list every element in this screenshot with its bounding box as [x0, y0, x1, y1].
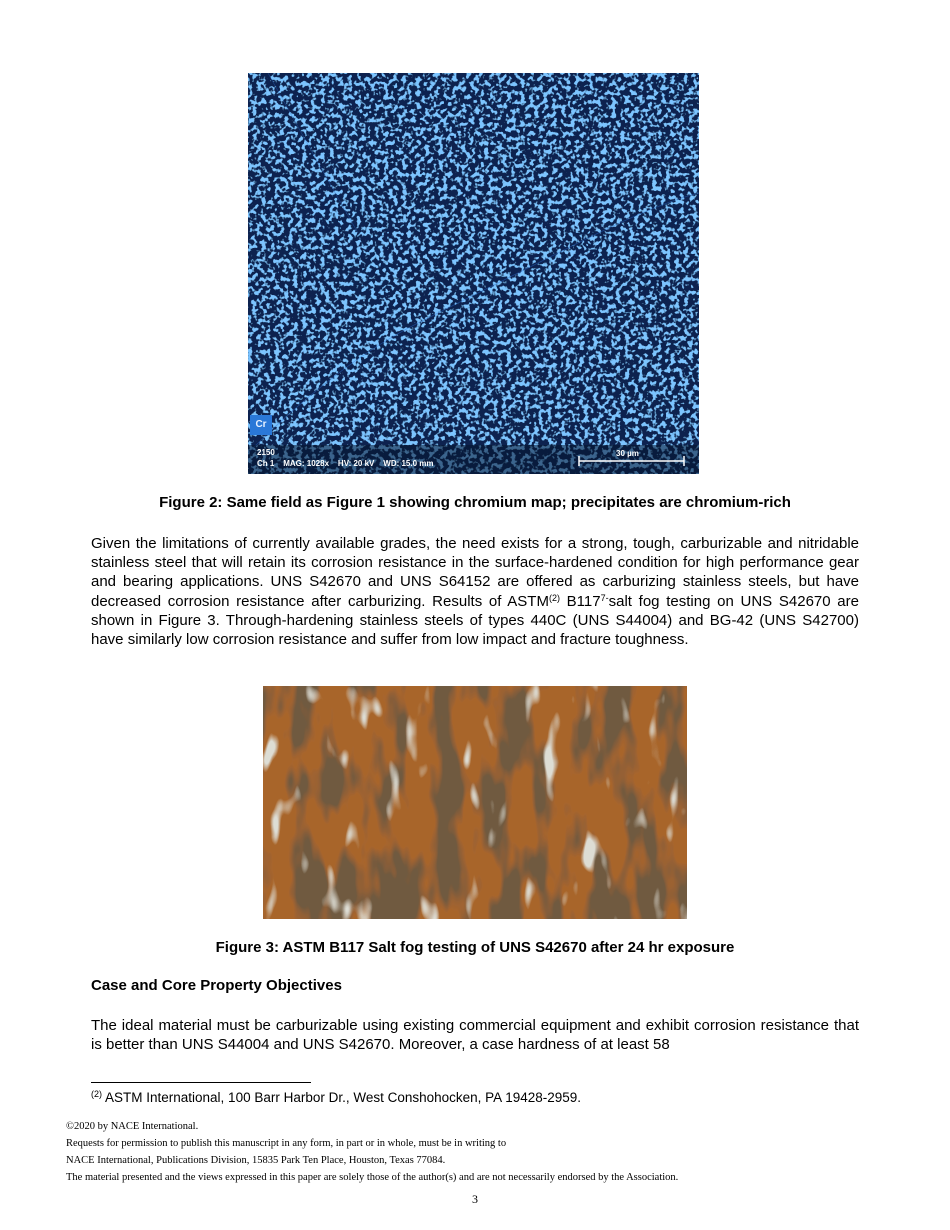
sem-speckle-texture: [248, 73, 699, 474]
copyright-line: ©2020 by NACE International.: [66, 1121, 199, 1132]
footnote-ref-2: (2): [548, 592, 560, 603]
rust-texture: [263, 686, 687, 919]
page-number: 3: [472, 1192, 478, 1206]
scale-bar-label: 30 µm: [616, 449, 639, 458]
sem-info-line-1: 2150: [257, 448, 275, 457]
section-heading: Case and Core Property Objectives: [91, 977, 342, 994]
footnote: $^{(2)}$ ASTM International, 100 Barr Harbor Dr., West Conshohocken, PA 19428-2959.: [91, 1089, 582, 1105]
figure-2-sem-map: [248, 73, 699, 474]
reference-ref-7: 7-: [600, 592, 609, 603]
element-label-box: Cr: [250, 415, 272, 435]
paragraph-1: Given the limitations of currently available grades, the need exists for a strong, tough, carburizable and nitridable stainless steel that will retain its corrosion resistance in the surface-hardened condition for high performance gear and bearing applications. UNS S42670 and UNS S64152 are offered as carburizing stainless steels, but have decreased corrosion resistance after carburizing. Results of ASTM$^{(2)}$ $B117^{7-}salt$ fog testing on UNS S42670 are shown in Figure 3. Through-hardening stainless steels of types 440C (UNS S44004) and BG-42 (UNS S42700) have similarly low corrosion resistance and suffer from low impact and fracture toughness.: [91, 535, 859, 649]
figure-2-caption: Figure 2: Same field as Figure 1 showing chromium map; precipitates are chromium-rich: [159, 494, 791, 511]
permission-line: Requests for permission to publish this manuscript in any form, in part or in whole, must be in writing to: [66, 1138, 507, 1149]
sem-info-line-2: Ch 1 MAG: 1028x HV: 20 kV WD: 15.0 mm: [257, 459, 434, 468]
address-line: NACE International, Publications Division, 15835 Park Ten Place, Houston, Texas 77084.: [66, 1155, 446, 1166]
disclaimer-line: The material presented and the views expressed in this paper are solely those of the author(s) and are not necessarily endorsed by the Association.: [66, 1172, 679, 1183]
figure-3-rust-photo: [263, 686, 687, 919]
footnote-separator: [91, 1082, 311, 1083]
figure-3-caption: Figure 3: ASTM B117 Salt fog testing of UNS S42670 after 24 hr exposure: [215, 939, 735, 956]
paragraph-2: The ideal material must be carburizable using existing commercial equipment and exhibit corrosion resistance that is better than UNS S44004 and UNS S42670. Moreover, a case hardness of at least 58: [91, 1017, 859, 1054]
